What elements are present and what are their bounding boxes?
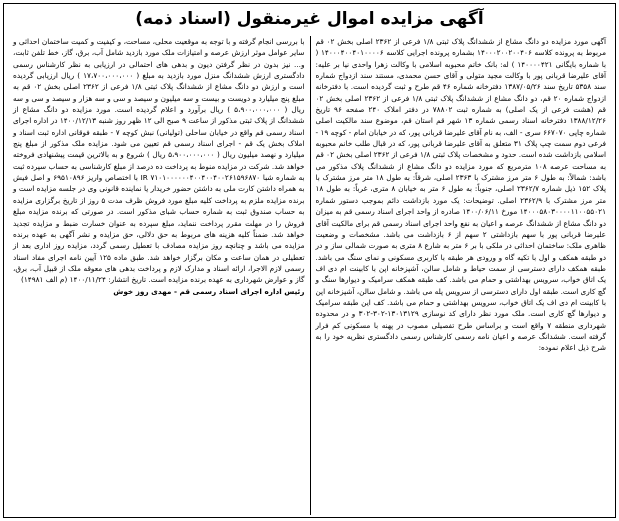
notice-columns [8,36,611,515]
notice-frame [3,3,616,518]
left-column-text: با بررسی انجام گرفته و با توجه به موقعیت محلی، مساحت، و کیفیت و کمیت ساختمان احداثی و سایر عوامل موثر ارزش عرصه و امتیازات ملک مورد بازدید شامل آب، برق، گاز، خط تلفن ثابت، و... نیز بدون در نظر گرفتن دیون و بدهی های احتمالی در ارزیابی به نظر کارشناس رسمی دادگستری ارزش ششدانگ منزل مورد بازدید به مبلغ ( ۱۷،۷۰۰،۰۰۰،۰۰۰ ) ریال ارزیابی گردیده است و ارزش دو دانگ مشاع از ششدانگ پلاک ثبتی ۱/۸ فرعی از ۲۳۶۲ اصلی بخش ۰۲ قم به مبلغ پنج میلیارد و دویست و بیست و سه میلیون و سیصد و سی و سه هزار و سیصد و سی و سه ریال ( ۵،۹۰۰،۰۰۰،۰۰۰ ) ریال برآورد و اعلام گردیده است. مورد مزایده دو دانگ مشاع از ششدانگ از پلاک ثبتی مذکور از ساعت ۹ صبح الی ۱۲ ظهر روز شنبه ۱۴۰۰/۱۲/۱۳ در اداره اجرای اسناد رسمی قم واقع در خیابان ساحلی (تولیانی) نبش کوچه ۷ - طبقه فوقانی اداره ثبت اسناد و املاک بخش یک قم - اجرای اسناد رسمی قم تعیین می شود. مزایده ملک مذکور از مبلغ پنج میلیارد و نهصد میلیون ریال ( ۵،۹۰۰،۰۰۰،۰۰۰ ریال ) شروع و به بالاترین قیمت پیشنهادی فروخته خواهد شد. شرکت در مزایده منوط به پرداخت ده درصد از مبلغ کارشناسی به حساب سپرده ثبت به شماره شبا IR ۷۱۰۱۰۰۰۰۰۰۴۰۰۴۰۰۴۰۰۲۶۱۵۹۶۸۷۰ با اختصاص واریز ۶۹۵۱۰۸۹۶ و اصل فیش به همراه داشتن کارت ملی به داشتن حضور خریدار یا نماینده قانونی وی در جلسه مزایده است و برنده مزایده ملزم به پرداخت کلیه مبلغ مورد فروش ظرف مدت ۵ روز از تاریخ برگزاری مزایده به حساب صندوق ثبت به شماره حساب شبای مذکور است. در صورتی که برنده مزایده مبلغ فروش را در مهلت مقرر پرداخت ننماید، مبلغ سپرده به عنوان خسارت ضبط و مزایده تجدید خواهد شد. ضمناً کلیه هزینه های مربوط به حق دلالی، حق مزایده و نشر آگهی به عهده برنده مزایده می باشد و چنانچه روز مزایده مصادف با تعطیل رسمی گردد، مزایده روز اداری بعد از تعطیلی در همان ساعت و مکان برگزار خواهد شد. طبق ماده ۱۲۵ آیین نامه اجرای مفاد اسناد رسمی لازم الاجرا، ارائه اسناد و مدارک لازم و پرداخت بدهی های معوقه ملک از قبیل آب، برق، گاز و عوارض شهرداری به عهده برنده مزایده است. تاریخ انتشار: ۱۴۰۰/۱۱/۲۴ (م الف ۱۴۹۸۱) [13,37,305,285]
right-column [310,36,612,515]
right-column-text: آگهی مورد مزایده دو دانگ مشاع از ششدانگ پلاک ثبتی ۱/۸ فرعی از ۲۳۶۲ اصلی بخش ۰۲ قم مربوط به پرونده کلاسه ۱۴۰۰۰۲۰۰۲۰۰۴۰۶ بشماره پرونده اجرایی کلاسه ۱۴۰۰۰۴۰۰۴۰۱۰۰۰۰۶ ( با شماره بایگانی ۱۴۰۰۰۰۴۲۱ ) له: بانک خاتم محبوبه اسلامی با وکالت زهرا واحدی نیا بر علیه: آقای علیرضا قربانی پور با وکالت مجید متولی و آقای حسن محمدی، مستند سند ازدواج شماره سند ۵۳۵۸ تاریخ سند ۱۳۸۷/۰۵/۲۶ دفترخانه شماره ۴۶ قم طرح و ثبت گردیده است. با دفترخانه ازدواج شماره ۲۰ قم، دو دانگ مشاع از ششدانگ پلاک ثبتی ۱/۸ فرعی از ۲۳۶۲ اصلی بخش ۰۲ قم (هشت فرعی از یک اصلی) به شماره ثبت ۷۸۸۰۲ در دفتر املاک ۲۴۰ صفحه ۹۶ تاریخ ۱۳۸۸/۱۲/۲۶ دفترخانه اسناد رسمی شماره ۱۳ شهر قم استان قم، موضوع سند مالکیت اصلی شماره چاپی ۶۶۷۰۷۰ سری - الف، به نام آقای علیرضا قربانی پور، که در خیابان امام - کوچه ۱۹ - فرعی دوم سمت چپ پلاک ۳۱ متعلق به آقای علیرضا قربانی پور، که در قبال طلب خانم محبوبه اسلامی بازداشت شده است. حدود و مشخصات پلاک ثبتی ۱/۸ فرعی از ۲۳۶۲ اصلی بخش ۰۲ قم به مساحت عرصه ۱۰۸ مترمربع که مورد مزایده دو دانگ مشاع از ششدانگ پلاک مذکور می باشد: شمالاً: به طول ۶ متر مرز مشترک با ۲۳۶۳ اصلی، شرقاً: به طول ۱۸ متر مرز مشترک با پلاک ۱۵۲ ذیل شماره ۲۳۶۲/۷ اصلی، جنوباً: به طول ۶ متر به خیابان ۸ متری، غرباً: به طول ۱۸ متر مرز مشترک با ۲۳۶۲/۹ اصلی. توضیحات: یک مورد بازداشت دائم بموجب دستور شماره ۱۴۰۰۰۵۸۰۳۰۰۰۰۱۱۰۰۵۵۰۲۱ مورخ ۱۴۰۰/۰۶/۱۱ صادره از واحد اجرای اسناد رسمی قم به میزان دو دانگ مشاع از ششدانگ عرصه و اعیان به نفع واحد اجرای اسناد رسمی قم برای مالکیت آقای علیرضا قربانی پور با سهم بازداشتی ۲ سهم از ۶ بازداشت می باشد. مشخصات و وضعیت ظاهری ملک: ساختمان احداثی در ملکی با بر ۶ متر به شارع ۸ متری به صورت شمالی ساز و در دو طبقه همکف و اول با تکیه گاه و ورودی هر طبقه با کاربری مسکونی و نمای سنگ می باشد. طبقه همکف دارای دسترسی از سمت حیاط و شامل سالن، آشپزخانه اپن با کابینت ام دی اف یک اتاق خواب، سرویس بهداشتی و حمام می باشد. کف طبقه همکف سرامیک و دیوارها سنگ و گچ کاری است. طبقه اول دارای دسترسی از سرویس پله می باشد. و شامل سالن، آشپزخانه اپن با کابینت ام دی اف یک اتاق خواب، سرویس بهداشتی و حمام می باشد. کف این طبقه سرامیک و دیوارها گچ کاری است. ملک مورد نظر دارای کد نوسازی ۱۳۰۱۳۱۲۹-۳۰۲-۳۰۲ و در محدوده شهرداری منطقه ۷ واقع است و براساس طرح تفصیلی مصوب در پهنه با مسکونی کم فرار گرفته است. ششدانگ عرصه و اعیان نامه رسمی کارشناس رسمی دادگستری نظریه خود را به شرح ذیل اعلام نموده: [315,37,607,353]
left-column [8,36,310,515]
notice-title: آگهی مزایده اموال غیرمنقول (اسناد ذمه) [135,9,484,29]
title-bar [4,4,615,34]
signature: رئیس اداره اجرای اسناد رسمی قم - مهدی روز خوش [113,286,305,296]
